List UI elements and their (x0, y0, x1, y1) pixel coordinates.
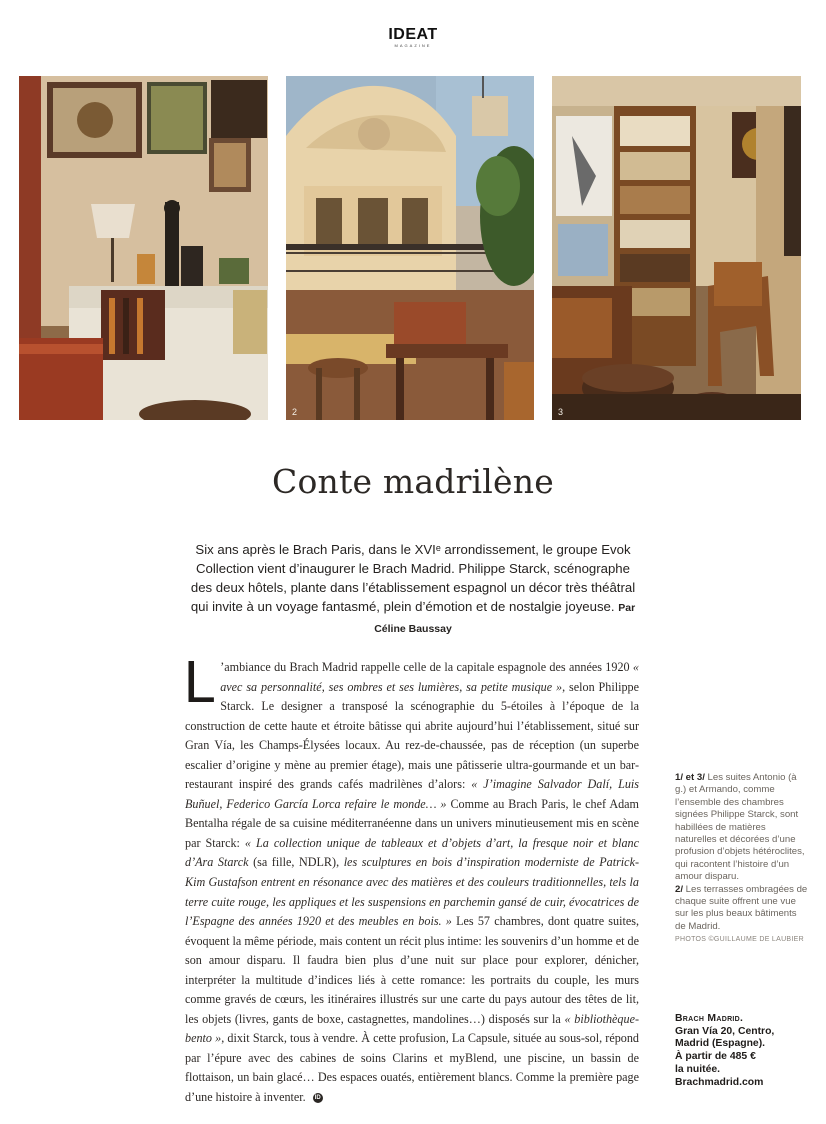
body-quote: « bibliothèque-bento » (185, 1011, 639, 1046)
hotel-address (675, 1013, 809, 1089)
photo-number: 2 (292, 407, 298, 417)
body-quote: « avec sa personnalité, ses ombres et ses lumières, sa petite musique » (220, 660, 639, 694)
lead-text: Six ans après le Brach Paris, dans le XVIᵉ arrondissement, le groupe Evok Collection vient d’inaugurer le Brach Madrid. Philippe Starck, scénographe des deux hôtels, plante dans l’établissement espagnol un décor très théâtral qui invite à un voyage fantasmé, plein d’émotion et de nostalgie joyeuse. (190, 542, 636, 614)
logo-subtitle: MAGAZINE (394, 43, 432, 48)
caption-ref-1: 1/ et 3/ (675, 772, 705, 783)
body-run: (sa fille, NDLR), (248, 855, 344, 870)
caption-text-1: Les suites Antonio (à g.) et Armando, comme l’ensemble des chambres signées Philippe Starck, sont habillées de matières naturelles et décorées d’une profusion d’objets hétéroclites, qui racontent l’histoire d’un amour disparu. (675, 772, 805, 883)
body-text (183, 651, 640, 1105)
body-run: ’ambiance du Brach Madrid rappelle celle de la capitale espagnole des années 1920 (220, 660, 633, 674)
caption-ref-2: 2/ (675, 883, 684, 895)
article-lead (185, 540, 641, 639)
hotel-website[interactable]: Brachmadrid.com (675, 1076, 764, 1088)
hotel-name: Brach Madrid. (675, 1013, 744, 1024)
logo-text: IDEAT (388, 26, 438, 43)
hotel-price-unit: la nuitée. (675, 1063, 721, 1075)
end-mark-icon: ID (314, 1095, 321, 1102)
body-run: Comme au Brach Paris, le chef Adam Bentalha régale de sa cuisine méditerranéenne dans un univers minutieusement mis en scène par Starck: (185, 796, 640, 850)
hotel-street: Gran Vía 20, Centro, (675, 1025, 775, 1037)
byline: Par Céline Baussay (374, 602, 636, 635)
hotel-price: À partir de 485 € (675, 1051, 756, 1063)
photo-number: 3 (558, 407, 564, 417)
photo-terrace (286, 76, 534, 420)
photo-credit: PHOTOS ©GUILLAUME DE LAUBIER (675, 936, 804, 944)
body-quote: « J’imagine Salvador Dalí, Luis Buñuel, Federico García Lorca refaire le monde… » (185, 777, 639, 811)
body-quote: les sculptures en bois d’inspiration moderniste de Patrick-Kim Gustafson entrent en résonance avec des matières et des couleurs traditionnelles, tels la terre cuite rouge, les appliques et les suspensions en parchemin gansé de cuir, évocatrices de l’Espagne des années 1920 et des meubles en bois. » (185, 855, 639, 929)
photo-caption (675, 772, 809, 947)
caption-text-2: Les terrasses ombragées de chaque suite offrent une vue sur les plus beaux bâtiments de Madrid. (675, 883, 808, 932)
magazine-logo (0, 26, 826, 48)
photo-suite (552, 76, 801, 420)
body-run: Les 57 chambres, dont quatre suites, évoquent la même période, mais content un récit plus intime: les souvenirs d’un homme et de son amour disparu. Il faudra bien plus d’une nuit sur place pour explorer, dénicher, interpréter la multitude d’indices liés à cette romance: les portraits du couple, les murs comme gravés de cœurs, les itinéraires illustrés sur une carte du pays autour des têtes de lit, les objets (livres, gants de boxe, castagnettes, mandolines…) disposés sur la (185, 914, 639, 1026)
body-quote: « La collection unique de tableaux et d’objets d’art, la fresque noir et blanc d’Ara Starck (185, 835, 640, 870)
hotel-city: Madrid (Espagne). (675, 1038, 766, 1050)
photo-living-room (19, 76, 268, 420)
drop-cap: L (183, 651, 215, 716)
body-run: , selon Philippe Starck. Le designer a transposé la scénographie du 5-étoiles à l’époque de la construction de cette haute et étroite bâtisse qui abrite aujourd’hui l’établissement, situé sur Gran Vía, les Champs-Élysées locaux. Au rez-de-chaussée, pas de réception (un superbe escalier d’origine y mène au premier étage), mais une pâtisserie ultra-gourmande et un bar-restaurant inspiré des grands cafés madrilènes d’alors: (185, 679, 639, 792)
article-title: Conte madrilène (272, 462, 554, 501)
article-body (183, 651, 640, 1108)
body-run: , dixit Starck, tous à vendre. À cette profusion, La Capsule, située au sous-sol, répond par l’épure avec des cabines de soins Clarins et myBlend, une piscine, un bassin de flottaison, un bain glacé… Des espaces ouatés, entièrement blancs. Comme la première page d’une histoire à inventer. (185, 1031, 639, 1105)
